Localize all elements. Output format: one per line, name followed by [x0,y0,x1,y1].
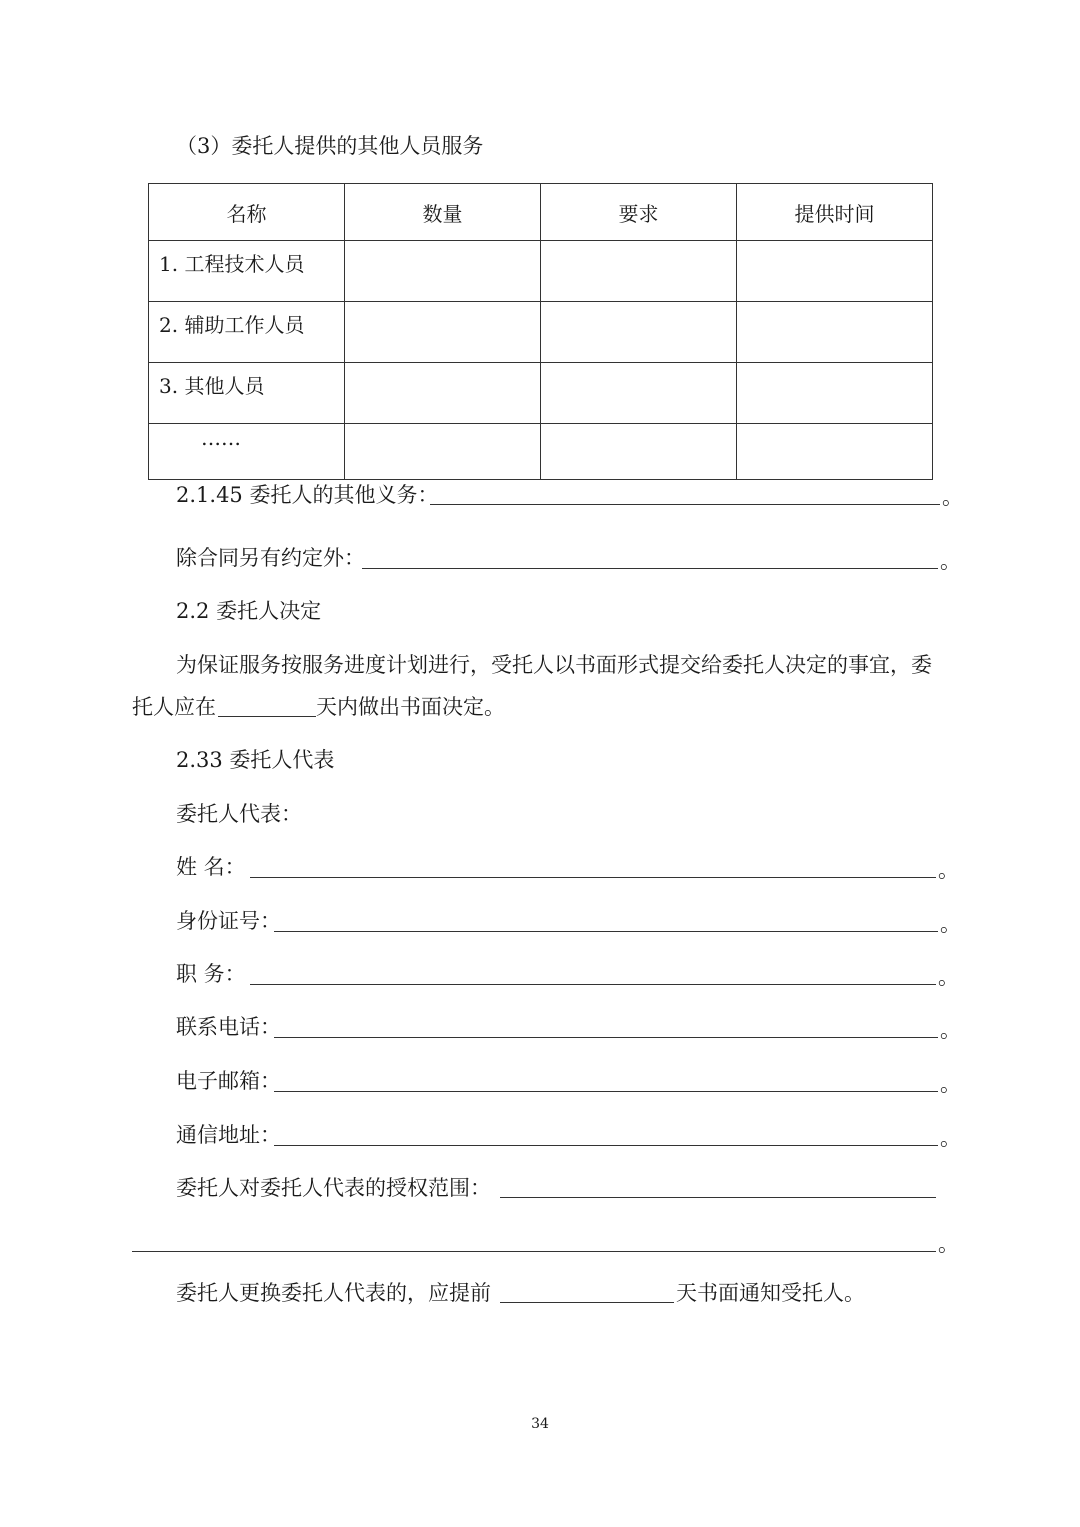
clause-2-2-body-line-1: 为保证服务按服务进度计划进行，受托人以书面形式提交给委托人决定的事宜，委 [176,653,932,677]
position-field-label: 职 务： [176,962,246,986]
row-quantity-cell[interactable] [345,363,541,424]
other-obligations-blank[interactable] [430,504,940,505]
clause-2-33-title: 2.33 委托人代表 [176,748,335,772]
name-field-blank[interactable] [250,877,936,878]
address-field-label: 通信地址： [176,1123,281,1147]
section-title: （3）委托人提供的其他人员服务 [176,134,484,158]
clause-2-2-title: 2.2 委托人决定 [176,599,322,623]
period-mark: 。 [940,1018,961,1042]
replacement-text-a: 委托人更换委托人代表的，应提前 [176,1281,491,1305]
position-field-blank[interactable] [250,984,936,985]
representative-label: 委托人代表： [176,802,302,826]
authority-blank-line-2[interactable] [132,1251,936,1252]
period-mark: 。 [938,965,959,989]
header-cell-quantity: 数量 [345,184,541,241]
row-name-cell: 3. 其他人员 [149,363,345,424]
replacement-days-blank[interactable] [500,1302,674,1303]
authority-blank-line-1[interactable] [500,1197,936,1198]
period-mark: 。 [942,485,963,509]
row-quantity-cell[interactable] [345,241,541,302]
header-cell-name: 名称 [149,184,345,241]
clause-2-2-body-line-2b: 天内做出书面决定。 [316,695,505,719]
replacement-text-b: 天书面通知受托人。 [676,1281,865,1305]
row-requirement-cell[interactable] [541,302,737,363]
clause-2-2-body-line-2a: 托人应在 [132,695,216,719]
page-number: 34 [531,1416,549,1432]
table-row [149,424,933,480]
row-requirement-cell[interactable] [541,424,737,480]
table-row [149,302,933,363]
row-name-cell: 2. 辅助工作人员 [149,302,345,363]
row-quantity-cell[interactable] [345,424,541,480]
row-requirement-cell[interactable] [541,363,737,424]
phone-field-label: 联系电话： [176,1015,281,1039]
name-field-label: 姓 名： [176,855,246,879]
period-mark: 。 [940,912,961,936]
email-field-label: 电子邮箱： [176,1069,281,1093]
row-quantity-cell[interactable] [345,302,541,363]
row-name-cell: …… [149,424,345,480]
except-blank[interactable] [362,568,938,569]
except-label: 除合同另有约定外： [176,546,365,570]
row-time-cell[interactable] [737,241,933,302]
row-requirement-cell[interactable] [541,241,737,302]
row-time-cell[interactable] [737,424,933,480]
table-row [149,241,933,302]
table-header-row [149,184,933,241]
authority-label: 委托人对委托人代表的授权范围： [176,1176,491,1200]
row-time-cell[interactable] [737,302,933,363]
address-field-blank[interactable] [274,1145,938,1146]
id-field-blank[interactable] [274,931,938,932]
header-cell-time: 提供时间 [737,184,933,241]
clause-2-1-45-label: 2.1.45 委托人的其他义务： [176,483,439,507]
period-mark: 。 [938,1232,959,1256]
period-mark: 。 [940,1072,961,1096]
period-mark: 。 [938,858,959,882]
row-time-cell[interactable] [737,363,933,424]
row-name-cell: 1. 工程技术人员 [149,241,345,302]
decision-days-blank[interactable] [218,716,316,717]
phone-field-blank[interactable] [274,1037,938,1038]
header-cell-requirement: 要求 [541,184,737,241]
table-row [149,363,933,424]
period-mark: 。 [940,1126,961,1150]
id-field-label: 身份证号： [176,909,281,933]
email-field-blank[interactable] [274,1091,938,1092]
period-mark: 。 [940,549,961,573]
personnel-table [148,183,933,480]
